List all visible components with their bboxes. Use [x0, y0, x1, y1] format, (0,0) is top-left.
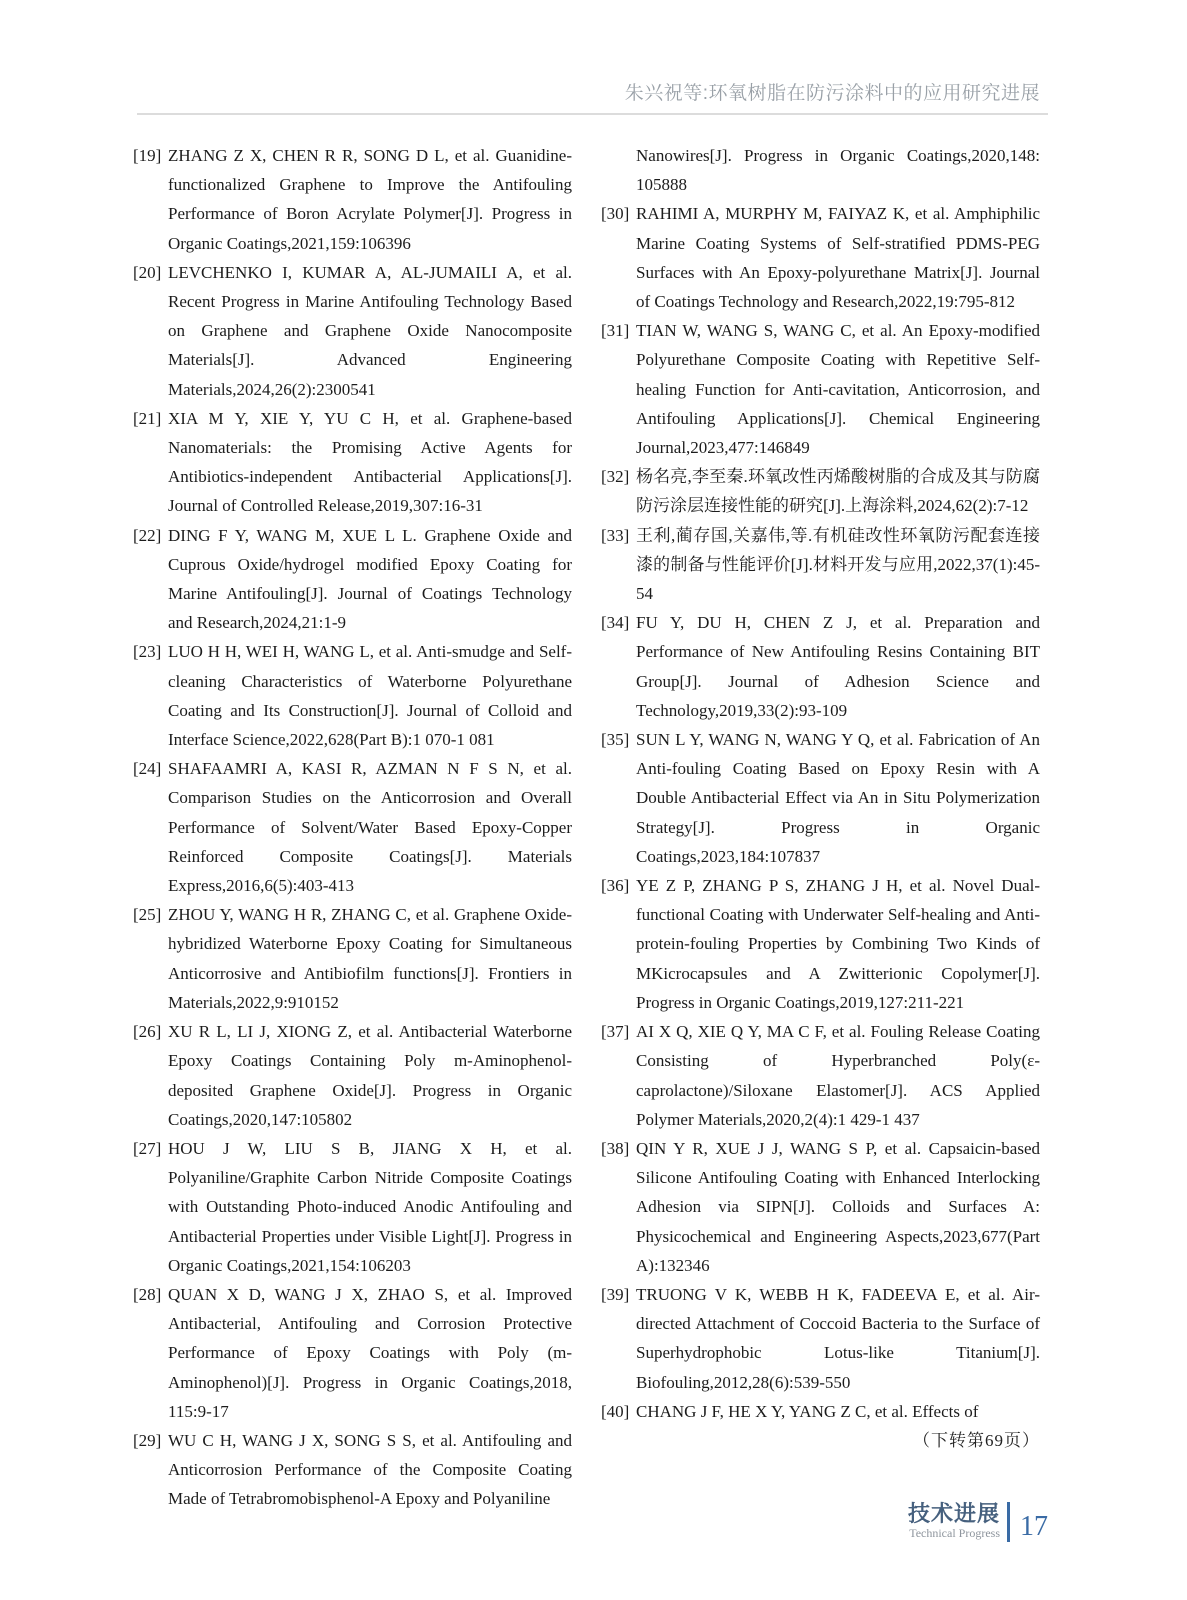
reference-text: TRUONG V K, WEBB H K, FADEEVA E, et al. Air-directed Attachment of Coccoid Bacteria to the Surface of Superhydrophobic Lotus-like Titanium[J]. Biofouling,2012,28(6):539-550: [636, 1284, 1040, 1392]
running-head-title: 朱兴祝等:环氧树脂在防污涂料中的应用研究进展: [624, 83, 1040, 104]
reference-item: [601, 1017, 1040, 1134]
reference-number: [25]: [133, 905, 162, 925]
references-list-right: [601, 141, 1040, 1426]
reference-item: [601, 608, 1040, 725]
footer-section-title-cn: 技术进展: [907, 1501, 1000, 1526]
continued-on-page-note: （下转第69页）: [913, 1430, 1040, 1450]
reference-item: [133, 900, 572, 1017]
reference-text: SHAFAAMRI A, KASI R, AZMAN N F S N, et al. Comparison Studies on the Anticorrosion and Overall Performance of Solvent/Water Based Epoxy-Copper Reinforced Composite Coatings[J]. Materials Express,2016,6(5):403-413: [168, 759, 572, 896]
reference-item: [133, 521, 572, 638]
reference-item: [601, 1397, 1040, 1426]
reference-item: [133, 141, 572, 258]
footer-divider-bar: [1007, 1502, 1010, 1542]
reference-text: SUN L Y, WANG N, WANG Y Q, et al. Fabrication of An Anti-fouling Coating Based on Epoxy Resin with A Double Antibacterial Effect via An in Situ Polymerization Strategy[J]. Progress in Organic Coatings,2023,184:107837: [636, 730, 1040, 866]
reference-item: [601, 1134, 1040, 1280]
reference-text: RAHIMI A, MURPHY M, FAIYAZ K, et al. Amphiphilic Marine Coating Systems of Self-stratified PDMS-PEG Surfaces with An Epoxy-polyurethane Matrix[J]. Journal of Coatings Technology and Research,2022,19:795-812: [636, 204, 1040, 312]
references-section: [133, 141, 1040, 1514]
reference-item: [133, 637, 572, 754]
reference-number: [34]: [601, 613, 630, 633]
reference-item: [133, 1134, 572, 1280]
reference-text: LUO H H, WEI H, WANG L, et al. Anti-smudge and Self-cleaning Characteristics of Waterborne Polyurethane Coating and Its Construction[J]. Journal of Colloid and Interface Science,2022,628(Part B):1 070-1 081: [168, 642, 572, 750]
header-rule: [137, 113, 1048, 115]
reference-number: [22]: [133, 525, 162, 545]
reference-text: 杨名亮,李至秦.环氧改性丙烯酸树脂的合成及其与防腐防污涂层连接性能的研究[J].上海涂料,2024,62(2):7-12: [636, 467, 1040, 516]
reference-text: FU Y, DU H, CHEN Z J, et al. Preparation and Performance of New Antifouling Resins Containing BIT Group[J]. Journal of Adhesion Science and Technology,2019,33(2):93-109: [636, 613, 1040, 720]
reference-text: TIAN W, WANG S, WANG C, et al. An Epoxy-modified Polyurethane Composite Coating with Repetitive Self-healing Function for Anti-cavitation, Anticorrosion, and Antifouling Applications[J]. Chemical Engineering Journal,2023,477:146849: [636, 321, 1040, 458]
reference-number: [37]: [601, 1022, 630, 1042]
reference-text: ZHANG Z X, CHEN R R, SONG D L, et al. Guanidine-functionalized Graphene to Improve the Antifouling Performance of Boron Acrylate Polymer[J]. Progress in Organic Coatings,2021,159:106396: [168, 146, 572, 253]
reference-text: XIA M Y, XIE Y, YU C H, et al. Graphene-based Nanomaterials: the Promising Active Agents for Antibiotics-independent Antibacterial Applications[J]. Journal of Controlled Release,2019,307:16-31: [168, 408, 572, 516]
reference-text: QUAN X D, WANG J X, ZHAO S, et al. Improved Antibacterial, Antifouling and Corrosion Protective Performance of Epoxy Coatings with Poly (m-Aminophenol)[J]. Progress in Organic Coatings,2018, 115:9-17: [168, 1284, 572, 1421]
reference-number: [32]: [601, 467, 630, 487]
reference-number: [26]: [133, 1022, 162, 1042]
reference-text: AI X Q, XIE Q Y, MA C F, et al. Fouling Release Coating Consisting of Hyperbranched Poly(ε-caprolactone)/Siloxane Elastomer[J]. ACS Applied Polymer Materials,2020,2(4):1 429-1 437: [636, 1022, 1040, 1129]
reference-item: [601, 141, 1040, 199]
reference-text: HOU J W, LIU S B, JIANG X H, et al. Polyaniline/Graphite Carbon Nitride Composite Coatings with Outstanding Photo-induced Anodic Antifouling and Antibacterial Properties under Visible Light[J]. Progress in Organic Coatings,2021,154:106203: [168, 1138, 572, 1275]
reference-item: [601, 871, 1040, 1017]
reference-text: XU R L, LI J, XIONG Z, et al. Antibacterial Waterborne Epoxy Coatings Containing Poly m-Aminophenol-deposited Graphene Oxide[J]. Progress in Organic Coatings,2020,147:105802: [168, 1022, 572, 1129]
reference-item: [133, 1426, 572, 1514]
reference-text: YE Z P, ZHANG P S, ZHANG J H, et al. Novel Dual-functional Coating with Underwater Self-healing and Anti-protein-fouling Properties by Combining Two Kinds of MKicrocapsules and A Zwitterionic Copolymer[J]. Progress in Organic Coatings,2019,127:211-221: [636, 876, 1040, 1012]
reference-item: [601, 316, 1040, 462]
reference-item: [133, 754, 572, 900]
reference-number: [19]: [133, 146, 162, 165]
reference-item: [133, 258, 572, 404]
reference-item: [601, 725, 1040, 871]
page-footer: [908, 1502, 1048, 1543]
reference-number: [30]: [601, 204, 630, 224]
reference-number: [33]: [601, 525, 630, 545]
reference-number: [21]: [133, 408, 162, 428]
page-number: 17: [1020, 1511, 1048, 1542]
reference-number: [24]: [133, 759, 162, 779]
references-column-right: [601, 141, 1040, 1514]
reference-number: [38]: [601, 1138, 630, 1158]
reference-number: [39]: [601, 1284, 630, 1304]
reference-number: [20]: [133, 262, 162, 282]
reference-number: [31]: [601, 321, 630, 341]
reference-number: [40]: [601, 1401, 630, 1421]
reference-text: LEVCHENKO I, KUMAR A, AL-JUMAILI A, et al. Recent Progress in Marine Antifouling Technology Based on Graphene and Graphene Oxide Nanocomposite Materials[J]. Advanced Engineering Materials,2024,26(2):2300541: [168, 262, 572, 399]
reference-item: [601, 1280, 1040, 1397]
reference-text: ZHOU Y, WANG H R, ZHANG C, et al. Graphene Oxide-hybridized Waterborne Epoxy Coating for Simultaneous Anticorrosive and Antibiofilm functions[J]. Frontiers in Materials,2022,9:910152: [168, 905, 572, 1012]
reference-item: [133, 1017, 572, 1134]
reference-number: [23]: [133, 642, 162, 662]
footer-section-block: [908, 1502, 1000, 1540]
references-column-left: [133, 141, 572, 1514]
reference-text: Nanowires[J]. Progress in Organic Coatings,2020,148: 105888: [636, 146, 1040, 195]
footer-section-title-en: Technical Progress: [909, 1526, 1000, 1540]
reference-item: [601, 199, 1040, 316]
reference-text: DING F Y, WANG M, XUE L L. Graphene Oxide and Cuprous Oxide/hydrogel modified Epoxy Coating for Marine Antifouling[J]. Journal of Coatings Technology and Research,2024,21:1-9: [168, 525, 572, 633]
reference-text: QIN Y R, XUE J J, WANG S P, et al. Capsaicin-based Silicone Antifouling Coating with Enhanced Interlocking Adhesion via SIPN[J]. Colloids and Surfaces A: Physicochemical and Engineering Aspects,2023,677(Part A):132346: [636, 1138, 1040, 1275]
reference-number: [35]: [601, 730, 630, 750]
reference-item: [133, 404, 572, 521]
reference-item: [601, 521, 1040, 609]
reference-number: [28]: [133, 1284, 162, 1304]
reference-text: CHANG J F, HE X Y, YANG Z C, et al. Effects of: [636, 1401, 979, 1421]
reference-text: 王利,蔺存国,关嘉伟,等.有机硅改性环氧防污配套连接漆的制备与性能评价[J].材料开发与应用,2022,37(1):45-54: [636, 525, 1040, 604]
reference-number: [29]: [133, 1430, 162, 1450]
reference-number: [27]: [133, 1138, 162, 1158]
reference-item: [133, 1280, 572, 1426]
reference-number: [36]: [601, 876, 630, 896]
reference-text: WU C H, WANG J X, SONG S S, et al. Antifouling and Anticorrosion Performance of the Composite Coating Made of Tetrabromobisphenol-A Epoxy and Polyaniline: [168, 1430, 572, 1509]
reference-item: [601, 462, 1040, 520]
